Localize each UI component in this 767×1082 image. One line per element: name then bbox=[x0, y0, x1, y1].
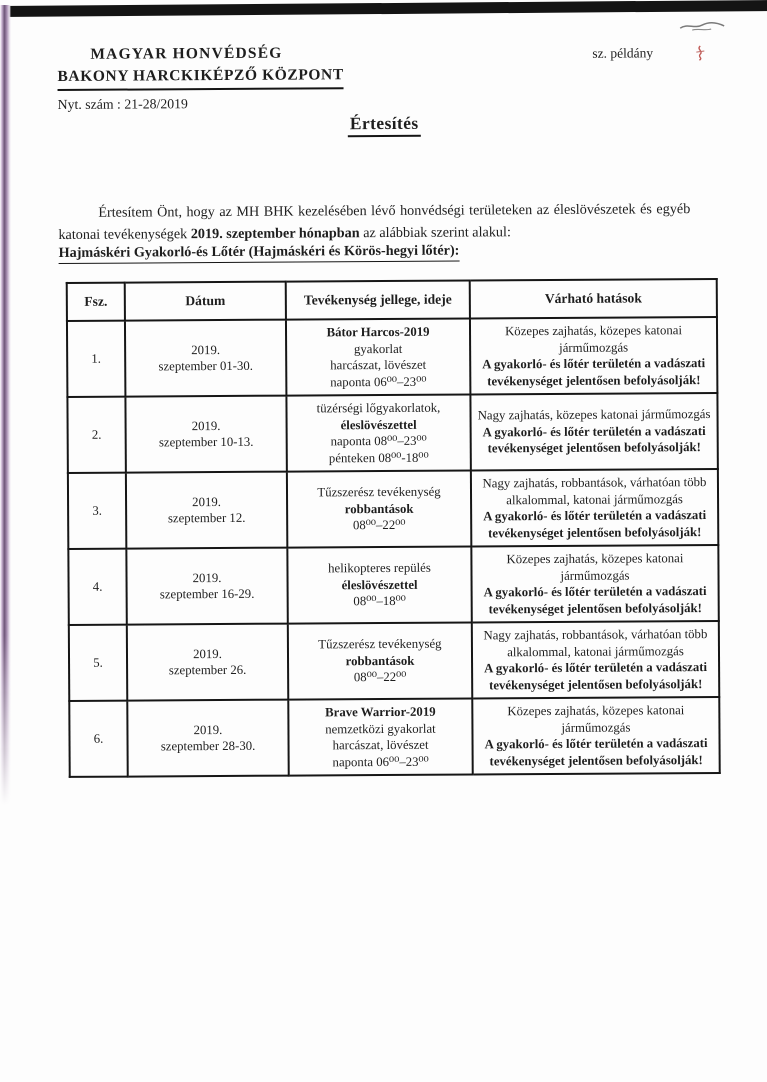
fsz-cell: 2. bbox=[67, 397, 125, 473]
date-line: szeptember 10-13. bbox=[158, 434, 254, 450]
activity-line: naponta 06⁰⁰–23⁰⁰ bbox=[332, 754, 429, 769]
activity-cell bbox=[288, 698, 472, 775]
column-header-3: Várható hatások bbox=[470, 279, 717, 319]
activity-line: gyakorlat bbox=[353, 341, 403, 356]
date-line: 2019. bbox=[192, 570, 222, 585]
activity-line: Bátor Harcos-2019 bbox=[326, 324, 430, 340]
title-row bbox=[1, 111, 767, 140]
copy-number-label: sz. példány bbox=[592, 45, 654, 61]
effects-line: A gyakorló- és lőtér területén a vadászati tevékenységet jelentősen befolyásolják! bbox=[483, 584, 707, 616]
table-row bbox=[68, 469, 718, 549]
effects-line: A gyakorló- és lőtér területén a vadászati tevékenységet jelentősen befolyásolják! bbox=[482, 423, 706, 456]
column-header-2: Tevékenység jellege, ideje bbox=[286, 280, 470, 319]
effects-line: A gyakorló- és lőtér területén a vadászati tevékenységet jelentősen befolyásolják! bbox=[483, 508, 707, 540]
intro-text-2: az alábbiak szerint alakul: bbox=[359, 224, 511, 242]
effects-line: Nagy zajhatás, közepes katonai járműmozgás bbox=[477, 407, 711, 423]
activity-line: Tűzszerész tevékenység bbox=[317, 484, 441, 500]
activity-line: naponta 08⁰⁰–23⁰⁰ bbox=[330, 433, 427, 449]
activities-table bbox=[66, 278, 721, 778]
fsz-cell: 5. bbox=[69, 625, 127, 701]
date-cell bbox=[127, 700, 288, 777]
activity-cell bbox=[288, 622, 472, 699]
date-line: szeptember 26. bbox=[168, 662, 247, 678]
date-cell bbox=[126, 548, 287, 625]
date-line: szeptember 16-29. bbox=[159, 586, 255, 602]
date-cell bbox=[125, 396, 286, 473]
fsz-cell: 6. bbox=[69, 701, 127, 777]
activity-line: robbantások bbox=[344, 501, 414, 516]
activity-line: 08⁰⁰–22⁰⁰ bbox=[352, 518, 406, 533]
table-row bbox=[69, 697, 719, 777]
date-cell bbox=[126, 472, 287, 549]
activity-line: nemzetközi gyakorlat bbox=[325, 721, 436, 736]
table-row bbox=[67, 317, 717, 397]
effects-line: A gyakorló- és lőtér területén a vadászati tevékenységet jelentősen befolyásolják! bbox=[484, 660, 708, 692]
effects-line: Közepes zajhatás, közepes katonai járműmozgás bbox=[506, 551, 684, 583]
registry-number: Nyt. szám : 21-28/2019 bbox=[57, 96, 188, 112]
activity-cell bbox=[287, 546, 471, 623]
effects-cell bbox=[471, 545, 718, 623]
activity-line: 08⁰⁰–22⁰⁰ bbox=[353, 670, 407, 685]
table-row bbox=[67, 393, 717, 473]
section-heading: Hajmáskéri Gyakorló-és Lőtér (Hajmáskéri és Körös-hegyi lőtér): bbox=[58, 243, 459, 264]
date-cell bbox=[125, 320, 286, 397]
table-row bbox=[68, 545, 718, 625]
column-header-0: Fsz. bbox=[67, 283, 125, 321]
org-name-line1: MAGYAR HONVÉDSÉG bbox=[90, 44, 283, 63]
activity-line: harcászat, lövészet bbox=[332, 737, 429, 753]
activity-cell bbox=[286, 318, 470, 395]
date-line: 2019. bbox=[193, 722, 223, 737]
effects-line: Nagy zajhatás, robbantások, várhatóan több alkalommal, katonai járműmozgás bbox=[483, 627, 708, 659]
activity-line: Tűzszerész tevékenység bbox=[318, 636, 442, 652]
date-line: 2019. bbox=[191, 342, 221, 357]
date-line: 2019. bbox=[192, 494, 221, 509]
effects-line: A gyakorló- és lőtér területén a vadászati tevékenységet jelentősen befolyásolják! bbox=[482, 356, 706, 388]
date-line: szeptember 01-30. bbox=[158, 358, 254, 374]
effects-cell bbox=[471, 469, 718, 547]
date-cell bbox=[127, 624, 288, 701]
effects-line: Közepes zajhatás, közepes katonai járműmozgás bbox=[507, 703, 685, 735]
handwritten-scribble-icon bbox=[678, 20, 726, 38]
activity-line: pénteken 08⁰⁰-18⁰⁰ bbox=[328, 450, 429, 465]
intro-paragraph bbox=[58, 198, 690, 246]
activity-line: éleslövészettel bbox=[340, 417, 417, 432]
fsz-cell: 4. bbox=[68, 549, 126, 625]
activity-cell bbox=[286, 394, 470, 471]
fsz-cell: 1. bbox=[67, 321, 125, 397]
handwritten-red-mark-icon bbox=[692, 44, 707, 67]
table-row bbox=[69, 621, 719, 701]
effects-cell bbox=[472, 697, 719, 775]
date-line: 2019. bbox=[193, 646, 222, 661]
intro-text-1: Értesítem Önt, hogy az MH BHK kezelésében lévő honvédségi területeken az éleslövészetek és egyéb katonai tevékenységek bbox=[58, 201, 691, 244]
date-line: 2019. bbox=[191, 418, 221, 433]
activity-line: harcászat, lövészet bbox=[330, 357, 427, 373]
activity-cell bbox=[287, 470, 471, 547]
activity-line: naponta 06⁰⁰–23⁰⁰ bbox=[330, 374, 427, 389]
fsz-cell: 3. bbox=[68, 473, 126, 549]
activities-table-body bbox=[67, 317, 720, 777]
column-header-1: Dátum bbox=[125, 282, 286, 321]
activities-table-header-row bbox=[67, 279, 717, 321]
org-name-line2: BAKONY HARCKIKÉPZŐ KÖZPONT bbox=[57, 64, 343, 91]
activity-line: helikopteres repülés bbox=[328, 560, 431, 576]
document-title: Értesítés bbox=[348, 113, 421, 137]
effects-line: Nagy zajhatás, robbantások, várhatóan több alkalommal, katonai járműmozgás bbox=[482, 475, 707, 507]
effects-cell bbox=[472, 621, 719, 699]
activity-line: tüzérségi lőgyakorlatok, bbox=[316, 400, 441, 416]
date-line: szeptember 28-30. bbox=[160, 738, 256, 754]
effects-cell bbox=[470, 393, 717, 471]
activity-line: robbantások bbox=[345, 653, 415, 668]
activity-line: éleslövészettel bbox=[341, 577, 418, 593]
effects-line: A gyakorló- és lőtér területén a vadászati tevékenységet jelentősen befolyásolják! bbox=[484, 736, 708, 768]
date-line: szeptember 12. bbox=[167, 510, 246, 526]
intro-text-bold: 2019. szeptember hónapban bbox=[190, 225, 360, 243]
activity-line: Brave Warrior-2019 bbox=[325, 704, 436, 720]
effects-line: Közepes zajhatás, közepes katonai járműmozgás bbox=[504, 323, 683, 355]
letterhead bbox=[57, 42, 344, 116]
activity-line: 08⁰⁰–18⁰⁰ bbox=[353, 594, 406, 609]
effects-cell bbox=[470, 317, 717, 395]
